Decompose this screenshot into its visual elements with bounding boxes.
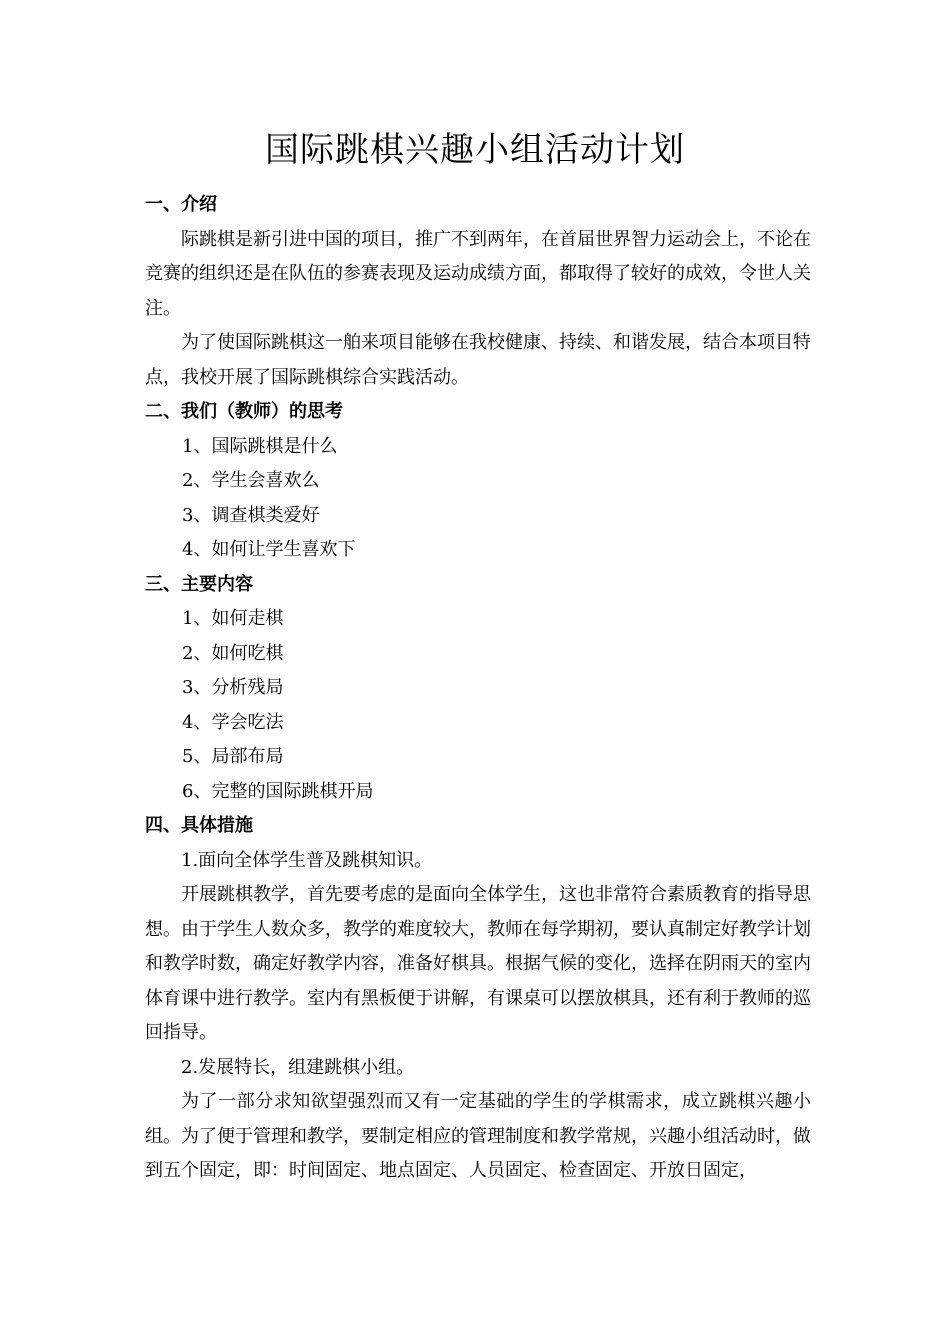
list-item: 4、学会吃法 — [182, 711, 284, 733]
list-item: 6、完整的国际跳棋开局 — [182, 780, 374, 802]
section-heading-measures: 四、具体措施 — [145, 815, 253, 836]
paragraph: 为了一部分求知欲望强烈而又有一定基础的学生的学棋需求，成立跳棋兴趣小组。为了便于管理和教学，要制定相应的管理制度和教学常规，兴趣小组活动时，做到五个固定，即：时间固定、地点固定、人员固定、检查固定、开放日固定， — [145, 1091, 811, 1181]
paragraph: 开展跳棋教学，首先要考虑的是面向全体学生，这也非常符合素质教育的指导思想。由于学生人数众多，教学的难度较大，教师在每学期初，要认真制定好教学计划和教学时数，确定好教学内容，准备好棋具。根据气候的变化，选择在阴雨天的室内体育课中进行教学。室内有黑板便于讲解，有课桌可以摆放棋具，还有利于教师的巡回指导。 — [145, 884, 811, 1043]
list-item: 1、国际跳棋是什么 — [182, 435, 338, 457]
document-body — [145, 188, 811, 1189]
section-heading-thoughts: 二、我们（教师）的思考 — [145, 401, 343, 422]
paragraph: 际跳棋是新引进中国的项目，推广不到两年，在首届世界智力运动会上，不论在竞赛的组织还是在队伍的参赛表现及运动成绩方面，都取得了较好的成效，令世人关注。 — [145, 228, 811, 319]
paragraph: 为了使国际跳棋这一舶来项目能够在我校健康、持续、和谐发展，结合本项目特点，我校开展了国际跳棋综合实践活动。 — [145, 332, 811, 388]
section-heading-intro: 一、介绍 — [145, 194, 217, 215]
list-item: 2、学生会喜欢么 — [182, 470, 320, 491]
list-item: 3、调查棋类爱好 — [182, 504, 320, 526]
list-item: 2、如何吃棋 — [182, 642, 284, 664]
list-item: 3、分析残局 — [182, 677, 284, 698]
list-item: 1、如何走棋 — [182, 608, 284, 629]
list-item: 5、局部布局 — [182, 746, 284, 767]
list-item: 4、如何让学生喜欢下 — [182, 539, 356, 560]
paragraph: 1.面向全体学生普及跳棋知识。 — [181, 849, 433, 871]
section-heading-content: 三、主要内容 — [145, 573, 253, 595]
document-title: 国际跳棋兴趣小组活动计划 — [265, 130, 685, 170]
paragraph: 2.发展特长，组建跳棋小组。 — [181, 1056, 415, 1078]
